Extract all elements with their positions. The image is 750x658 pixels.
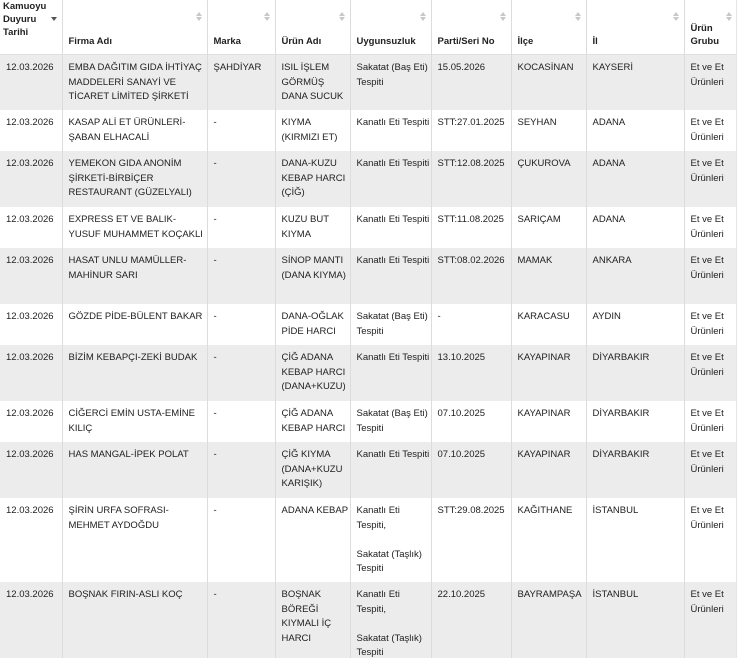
cell-brand: ŞAHDİYAR [207, 55, 275, 111]
table-row[interactable] [0, 110, 737, 151]
cell-brand: - [207, 248, 275, 304]
table-row[interactable] [0, 442, 737, 498]
cell-product: DANA-KUZU KEBAP HARCI (ÇİĞ) [275, 151, 350, 207]
column-header-district[interactable] [511, 0, 586, 55]
cell-group: Et ve Et Ürünleri [684, 55, 737, 111]
cell-nonconformity [350, 498, 431, 582]
cell-nonconformity [350, 248, 431, 304]
cell-province: İSTANBUL [586, 582, 684, 658]
cell-province: ADANA [586, 207, 684, 248]
cell-text: Kanatlı Eti Tespiti [356, 158, 430, 169]
cell-lot: 07.10.2025 [431, 442, 511, 498]
table-row[interactable] [0, 582, 737, 658]
table-row[interactable] [0, 207, 737, 248]
cell-group: Et ve Et Ürünleri [684, 582, 737, 658]
cell-brand: - [207, 207, 275, 248]
sort-icon[interactable] [339, 12, 345, 21]
cell-province: İSTANBUL [586, 498, 684, 582]
cell-lot: STT:27.01.2025 [431, 110, 511, 151]
cell-product: SİNOP MANTI (DANA KIYMA) [275, 248, 350, 304]
cell-group: Et ve Et Ürünleri [684, 498, 737, 582]
cell-text: Kanatlı Eti Tespiti [356, 117, 430, 128]
cell-nonconformity [350, 401, 431, 442]
cell-date: 12.03.2026 [0, 207, 62, 248]
sort-icon[interactable] [196, 12, 202, 21]
column-header-label: İlçe [517, 36, 534, 47]
cell-province: AYDIN [586, 304, 684, 345]
cell-group: Et ve Et Ürünleri [684, 442, 737, 498]
cell-text: Sakatat (Taşlık) Tespiti [356, 548, 422, 575]
column-header-product[interactable] [275, 0, 350, 55]
cell-nonconformity [350, 345, 431, 401]
column-header-group[interactable] [684, 0, 737, 55]
cell-district: KAYAPINAR [511, 442, 586, 498]
cell-district: SEYHAN [511, 110, 586, 151]
cell-product: DANA-OĞLAK PİDE HARCI [275, 304, 350, 345]
cell-text: Kanatlı Eti Tespiti [356, 255, 430, 266]
cell-brand: - [207, 442, 275, 498]
cell-district: KAYAPINAR [511, 345, 586, 401]
cell-district: BAYRAMPAŞA [511, 582, 586, 658]
cell-lot: STT:29.08.2025 [431, 498, 511, 582]
cell-nonconformity [350, 582, 431, 658]
table-row[interactable] [0, 345, 737, 401]
cell-firm: GÖZDE PİDE-BÜLENT BAKAR [62, 304, 207, 345]
cell-brand: - [207, 151, 275, 207]
table-row[interactable] [0, 304, 737, 345]
cell-province: ADANA [586, 110, 684, 151]
cell-firm: BOŞNAK FIRIN-ASLI KOÇ [62, 582, 207, 658]
cell-brand: - [207, 345, 275, 401]
cell-firm: HASAT UNLU MAMÜLLER-MAHİNUR SARI [62, 248, 207, 304]
column-header-province[interactable] [586, 0, 684, 55]
cell-product: ISIL İŞLEM GÖRMÜŞ DANA SUCUK [275, 55, 350, 111]
cell-brand: - [207, 401, 275, 442]
cell-firm: BİZİM KEBAPÇI-ZEKİ BUDAK [62, 345, 207, 401]
cell-province: ADANA [586, 151, 684, 207]
cell-product: ADANA KEBAP [275, 498, 350, 582]
cell-district: KAĞITHANE [511, 498, 586, 582]
sort-icon[interactable] [420, 12, 426, 21]
cell-nonconformity [350, 151, 431, 207]
cell-nonconformity [350, 110, 431, 151]
cell-group: Et ve Et Ürünleri [684, 151, 737, 207]
cell-district: MAMAK [511, 248, 586, 304]
cell-nonconformity [350, 207, 431, 248]
cell-text: Sakatat (Baş Eti) Tespiti [356, 408, 428, 434]
cell-province: DİYARBAKIR [586, 345, 684, 401]
cell-brand: - [207, 582, 275, 658]
scrollbar-track[interactable] [736, 0, 750, 658]
cell-district: SARIÇAM [511, 207, 586, 248]
cell-text: Kanatlı Eti Tespiti [356, 449, 430, 460]
cell-lot: STT:08.02.2026 [431, 248, 511, 304]
cell-group: Et ve Et Ürünleri [684, 248, 737, 304]
cell-firm: KASAP ALİ ET ÜRÜNLERİ-ŞABAN ELHACALİ [62, 110, 207, 151]
sort-icon[interactable] [500, 12, 506, 21]
cell-date: 12.03.2026 [0, 110, 62, 151]
column-header-label: Kamuoyu Duyuru Tarihi [3, 1, 47, 38]
column-header-brand[interactable] [207, 0, 275, 55]
cell-district: KARACASU [511, 304, 586, 345]
column-header-date[interactable] [0, 0, 62, 55]
cell-firm: EMBA DAĞITIM GIDA İHTİYAÇ MADDELERİ SANAYİ VE TİCARET LİMİTED ŞİRKETİ [62, 55, 207, 111]
table-body [0, 55, 737, 658]
cell-nonconformity [350, 442, 431, 498]
cell-text: Kanatlı Eti Tespiti, [356, 505, 400, 531]
cell-group: Et ve Et Ürünleri [684, 304, 737, 345]
table-row[interactable] [0, 248, 737, 304]
sort-icon[interactable] [575, 12, 581, 21]
column-header-label: Marka [213, 36, 241, 47]
cell-date: 12.03.2026 [0, 55, 62, 111]
cell-group: Et ve Et Ürünleri [684, 110, 737, 151]
cell-firm: ŞİRİN URFA SOFRASI-MEHMET AYDOĞDU [62, 498, 207, 582]
cell-text: Sakatat (Baş Eti) Tespiti [356, 62, 428, 88]
table-header-row [0, 0, 737, 55]
cell-lot: 15.05.2026 [431, 55, 511, 111]
cell-firm: HAS MANGAL-İPEK POLAT [62, 442, 207, 498]
cell-text: Kanatlı Eti Tespiti, [356, 589, 400, 615]
cell-province: ANKARA [586, 248, 684, 304]
cell-nonconformity [350, 304, 431, 345]
cell-product: BOŞNAK BÖREĞİ KIYMALI İÇ HARCI [275, 582, 350, 658]
sort-icon[interactable] [673, 12, 679, 21]
cell-group: Et ve Et Ürünleri [684, 207, 737, 248]
cell-product: ÇİĞ ADANA KEBAP HARCI (DANA+KUZU) [275, 345, 350, 401]
cell-date: 12.03.2026 [0, 498, 62, 582]
sort-icon[interactable] [264, 12, 270, 21]
cell-district: ÇUKUROVA [511, 151, 586, 207]
cell-date: 12.03.2026 [0, 248, 62, 304]
sort-icon[interactable] [726, 12, 732, 21]
cell-text: Sakatat (Taşlık) Tespiti [356, 632, 422, 658]
table-row[interactable] [0, 151, 737, 207]
cell-province: DİYARBAKIR [586, 442, 684, 498]
column-header-label: Ürün Adı [281, 36, 322, 47]
cell-group: Et ve Et Ürünleri [684, 401, 737, 442]
cell-date: 12.03.2026 [0, 401, 62, 442]
table-row[interactable] [0, 498, 737, 582]
column-header-nonconformity[interactable] [350, 0, 431, 55]
cell-firm: CİĞERCİ EMİN USTA-EMİNE KILIÇ [62, 401, 207, 442]
cell-date: 12.03.2026 [0, 304, 62, 345]
cell-brand: - [207, 110, 275, 151]
column-header-label: Uygunsuzluk [356, 36, 416, 47]
column-header-label: Firma Adı [68, 36, 112, 47]
cell-province: KAYSERİ [586, 55, 684, 111]
column-header-label: Parti/Seri No [437, 36, 495, 47]
cell-firm: EXPRESS ET VE BALIK-YUSUF MUHAMMET KOÇAKLI [62, 207, 207, 248]
table-row[interactable] [0, 401, 737, 442]
cell-lot: 07.10.2025 [431, 401, 511, 442]
cell-district: KOCASİNAN [511, 55, 586, 111]
cell-group: Et ve Et Ürünleri [684, 345, 737, 401]
cell-text: Kanatlı Eti Tespiti [356, 352, 430, 363]
cell-product: KIYMA (KIRMIZI ET) [275, 110, 350, 151]
cell-brand: - [207, 304, 275, 345]
table-row[interactable] [0, 55, 737, 111]
cell-district: KAYAPINAR [511, 401, 586, 442]
cell-lot: 22.10.2025 [431, 582, 511, 658]
column-header-firm[interactable] [62, 0, 207, 55]
cell-lot: 13.10.2025 [431, 345, 511, 401]
cell-product: ÇİĞ ADANA KEBAP HARCI [275, 401, 350, 442]
cell-text: Sakatat (Baş Eti) Tespiti [356, 311, 428, 337]
cell-lot: STT:12.08.2025 [431, 151, 511, 207]
cell-province: DİYARBAKIR [586, 401, 684, 442]
cell-date: 12.03.2026 [0, 345, 62, 401]
cell-lot: STT:11.08.2025 [431, 207, 511, 248]
cell-date: 12.03.2026 [0, 151, 62, 207]
cell-nonconformity [350, 55, 431, 111]
cell-product: ÇİĞ KIYMA (DANA+KUZU KARIŞIK) [275, 442, 350, 498]
cell-date: 12.03.2026 [0, 442, 62, 498]
cell-lot: - [431, 304, 511, 345]
cell-product: KUZU BUT KIYMA [275, 207, 350, 248]
cell-date: 12.03.2026 [0, 582, 62, 658]
sort-desc-icon[interactable] [51, 17, 57, 21]
cell-firm: YEMEKON GIDA ANONİM ŞİRKETİ-BİRBİÇER RESTAURANT (GÜZELYALI) [62, 151, 207, 207]
cell-brand: - [207, 498, 275, 582]
column-header-label: Ürün Grubu [690, 23, 719, 47]
cell-text: Kanatlı Eti Tespiti [356, 214, 430, 225]
column-header-lot[interactable] [431, 0, 511, 55]
column-header-label: İl [592, 36, 598, 47]
